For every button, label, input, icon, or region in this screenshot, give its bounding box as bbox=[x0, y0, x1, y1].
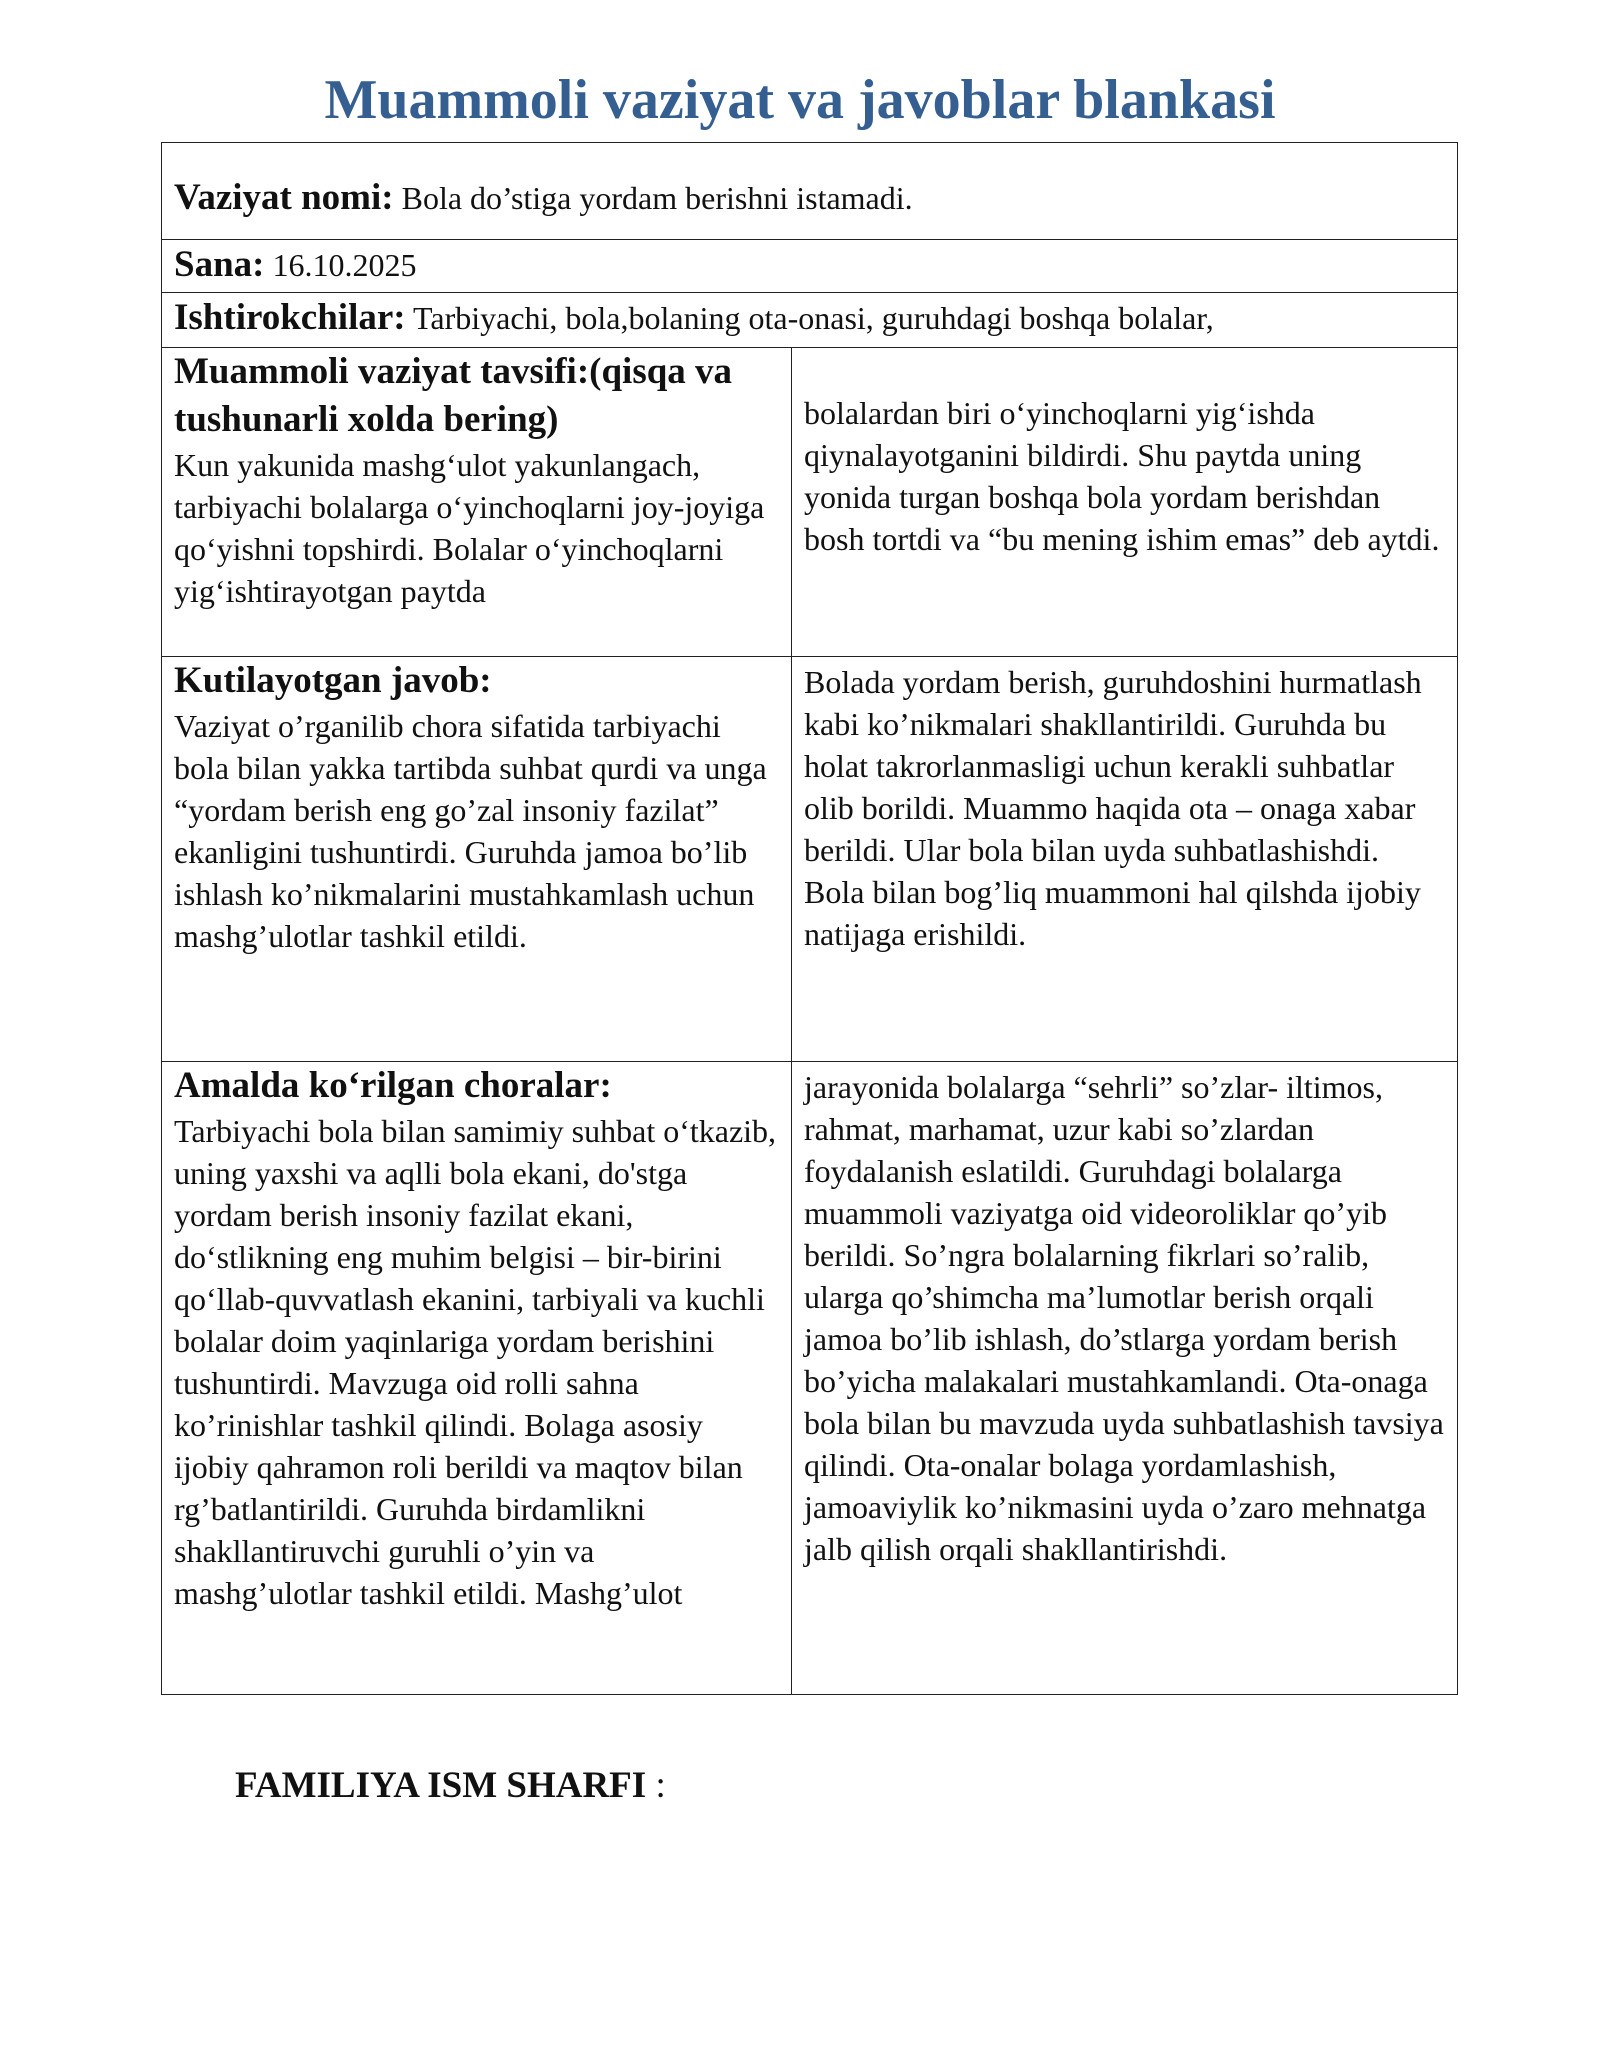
actions-heading: Amalda ko‘rilgan choralar: bbox=[174, 1065, 612, 1106]
situation-name-cell bbox=[162, 143, 1458, 240]
actions-left-text: Tarbiyachi bola bilan samimiy suhbat o‘tkazib, uning yaxshi va aqlli bola ekani, do'stga yordam berish insoniy fazilat ekani, do‘stlikning eng muhim belgisi – bir-birini qo‘llab-quvvatlash ekanini, tarbiyali va kuchli bolalar doim yaqinlariga yordam berishini tushuntirdi. Mavzuga oid rolli sahna ko’rinishlar tashkil qilindi. Bolaga asosiy ijobiy qahramon roli berildi va maqtov bilan rg’batlantirildi. Guruhda birdamlikni shakllantiruvchi guruhli o’yin va mashg’ulotlar tashkil etildi. Mashg’ulot bbox=[174, 1113, 777, 1611]
situation-name-label: Vaziyat nomi: bbox=[174, 177, 394, 218]
description-right-cell bbox=[792, 348, 1458, 657]
description-left-text: Kun yakunida mashg‘ulot yakunlangach, tarbiyachi bolalarga o‘yinchoqlarni joy-joyiga qo‘yishni topshirdi. Bolalar o‘yinchoqlarni yig‘ishtirayotgan paytda bbox=[174, 447, 765, 609]
signature-label: FAMILIYA ISM SHARFI bbox=[235, 1765, 647, 1806]
situation-form-table bbox=[161, 142, 1458, 1695]
signature-separator: : bbox=[655, 1765, 666, 1806]
actions-right-cell bbox=[792, 1062, 1458, 1695]
date-label: Sana: bbox=[174, 244, 265, 285]
participants-value: Tarbiyachi, bola,bolaning ota-onasi, guruhdagi boshqa bolalar, bbox=[413, 300, 1214, 336]
expected-row bbox=[162, 657, 1458, 1062]
date-row bbox=[162, 240, 1458, 293]
expected-left-text: Vaziyat o’rganilib chora sifatida tarbiyachi bola bilan yakka tartibda suhbat qurdi va unga “yordam berish eng go’zal insoniy fazilat” ekanligini tushuntirdi. Guruhda jamoa bo’lib ishlash ko’nikmalarini mustahkamlash uchun mashg’ulotlar tashkil etildi. bbox=[174, 708, 767, 954]
description-row bbox=[162, 348, 1458, 657]
expected-heading: Kutilayotgan javob: bbox=[174, 660, 492, 701]
actions-left-cell bbox=[162, 1062, 792, 1695]
expected-right-text: Bolada yordam berish, guruhdoshini hurmatlash kabi ko’nikmalari shakllantirildi. Guruhda bu holat takrorlanmasligi uchun kerakli suhbatlar olib borildi. Muammo haqida ota – onaga xabar berildi. Ular bola bilan uyda suhbatlashishdi. Bola bilan bog’liq muammoni hal qilshda ijobiy natijaga erishildi. bbox=[804, 664, 1422, 952]
description-left-cell bbox=[162, 348, 792, 657]
date-cell bbox=[162, 240, 1458, 293]
page-title: Muammoli vaziyat va javoblar blankasi bbox=[324, 69, 1276, 131]
expected-left-cell bbox=[162, 657, 792, 1062]
date-value: 16.10.2025 bbox=[272, 247, 417, 283]
description-heading: Muammoli vaziyat tavsifi:(qisqa va tushunarli xolda bering) bbox=[174, 351, 733, 440]
expected-right-cell bbox=[792, 657, 1458, 1062]
participants-cell bbox=[162, 293, 1458, 348]
participants-label: Ishtirokchilar: bbox=[174, 297, 406, 338]
description-right-text: bolalardan biri o‘yinchoqlarni yig‘ishda qiynalayotganini bildirdi. Shu paytda uning yonida turgan boshqa bola yordam berishdan bosh tortdi va “bu mening ishim emas” deb aytdi. bbox=[804, 395, 1440, 557]
signature-line bbox=[235, 1762, 666, 1810]
actions-row bbox=[162, 1062, 1458, 1695]
situation-name-row bbox=[162, 143, 1458, 240]
situation-name-value: Bola do’stiga yordam berishni istamadi. bbox=[401, 180, 913, 216]
actions-right-text: jarayonida bolalarga “sehrli” so’zlar- iltimos, rahmat, marhamat, uzur kabi so’zlardan foydalanish eslatildi. Guruhdagi bolalarga muammoli vaziyatga oid videoroliklar qo’yib berildi. So’ngra bolalarning fikrlari so’ralib, ularga qo’shimcha ma’lumotlar berish orqali jamoa bo’lib ishlash, do’stlarga yordam berish bo’yicha malakalari mustahkamlandi. Ota-onaga bola bilan bu mavzuda uyda suhbatlashish tavsiya qilindi. Ota-onalar bolaga yordamlashish, jamoaviylik ko’nikmasini uyda o’zaro mehnatga jalb qilish orqali shakllantirishdi. bbox=[804, 1069, 1444, 1567]
participants-row bbox=[162, 293, 1458, 348]
